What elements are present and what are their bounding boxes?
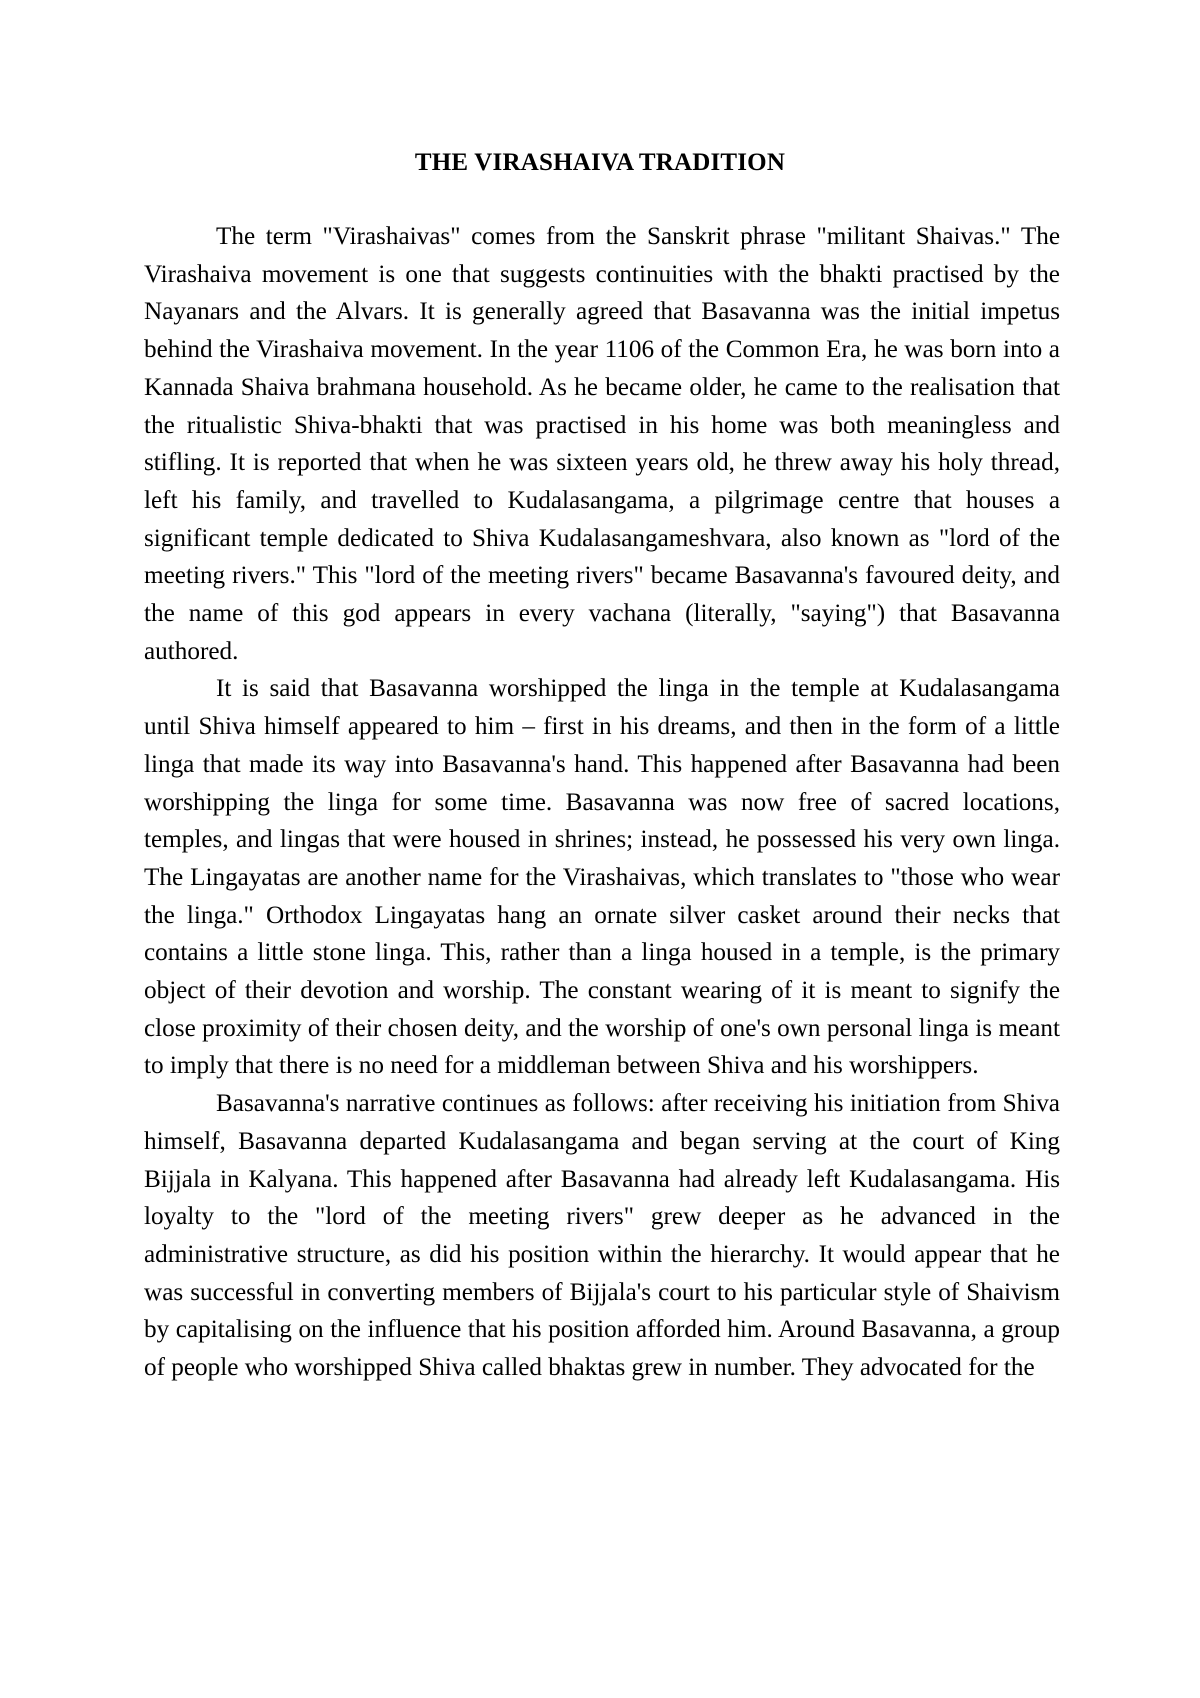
paragraph-1: The term "Virashaivas" comes from the Sanskrit phrase "militant Shaivas." The Virashaiva movement is one that suggests continuities with the bhakti practised by the Nayanars and the Alvars. It is generally agreed that Basavanna was the initial impetus behind the Virashaiva movement. In the year 1106 of the Common Era, he was born into a Kannada Shaiva brahmana household. As he became older, he came to the realisation that the ritualistic Shiva-bhakti that was practised in his home was both meaningless and stifling. It is reported that when he was sixteen years old, he threw away his holy thread, left his family, and travelled to Kudalasangama, a pilgrimage centre that houses a significant temple dedicated to Shiva Kudalasangameshvara, also known as "lord of the meeting rivers." This "lord of the meeting rivers" became Basavanna's favoured deity, and the name of this god appears in every vachana (literally, "saying") that Basavanna authored.	[144, 223, 1060, 665]
paragraph-2: It is said that Basavanna worshipped the linga in the temple at Kudalasangama until Shiva himself appeared to him – first in his dreams, and then in the form of a little linga that made its way into Basavanna's hand. This happened after Basavanna had been worshipping the linga for some time. Basavanna was now free of sacred locations, temples, and lingas that were housed in shrines; instead, he possessed his very own linga. The Lingayatas are another name for the Virashaivas, which translates to "those who wear the linga." Orthodox Lingayatas hang an ornate silver casket around their necks that contains a little stone linga. This, rather than a linga housed in a temple, is the primary object of their devotion and worship. The constant wearing of it is meant to signify the close proximity of their chosen deity, and the worship of one's own personal linga is meant to imply that there is no need for a middleman between Shiva and his worshippers.	[144, 675, 1060, 1080]
document-body	[144, 218, 1060, 1387]
document-title: THE VIRASHAIVA TRADITION	[414, 149, 786, 176]
paragraph-3: Basavanna's narrative continues as follows: after receiving his initiation from Shiva himself, Basavanna departed Kudalasangama and began serving at the court of King Bijjala in Kalyana. This happened after Basavanna had already left Kudalasangama. His loyalty to the "lord of the meeting rivers" grew deeper as he advanced in the administrative structure, as did his position within the hierarchy. It would appear that he was successful in converting members of Bijjala's court to his particular style of Shaivism by capitalising on the influence that his position afforded him. Around Basavanna, a group of people who worshipped Shiva called bhaktas grew in number. They advocated for the	[144, 1090, 1060, 1382]
